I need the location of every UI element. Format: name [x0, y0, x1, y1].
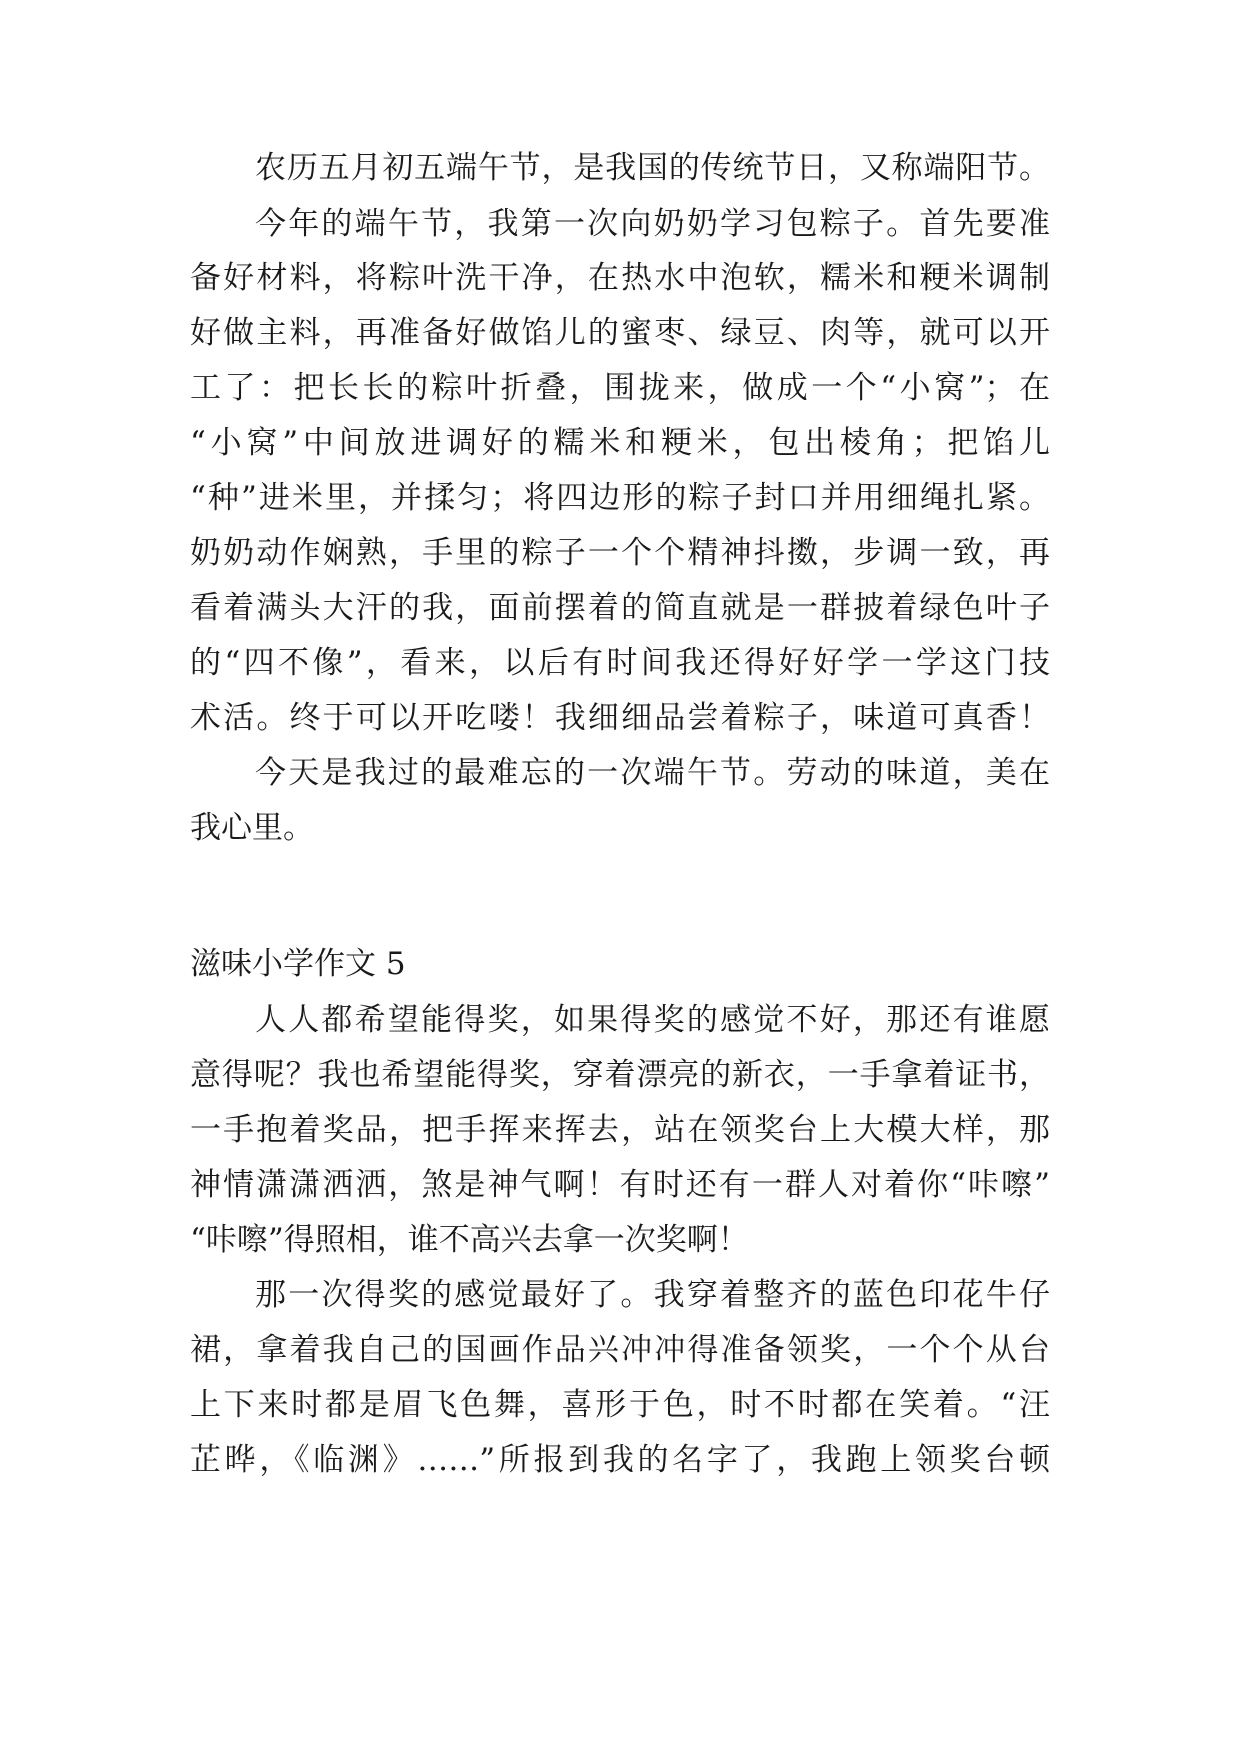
paragraph-line: 神情潇潇洒洒，煞是神气啊！有时还有一群人对着你“咔嚓” — [190, 1167, 1050, 1203]
paragraph-line: 人人都希望能得奖，如果得奖的感觉不好，那还有谁愿 — [255, 1002, 1050, 1038]
paragraph-line: 今年的端午节，我第一次向奶奶学习包粽子。首先要准 — [255, 206, 1050, 242]
paragraph-line: 我心里。 — [190, 810, 314, 846]
section-title: 滋味小学作文 5 — [190, 946, 406, 982]
paragraph-line: 芷晔，《临渊》……”所报到我的名字了，我跑上领奖台顿 — [190, 1442, 1050, 1478]
paragraph-line: 一手抱着奖品，把手挥来挥去，站在领奖台上大模大样，那 — [190, 1112, 1050, 1148]
paragraph-line: 意得呢？我也希望能得奖，穿着漂亮的新衣，一手拿着证书， — [190, 1057, 1050, 1093]
paragraph-line: 那一次得奖的感觉最好了。我穿着整齐的蓝色印花牛仔 — [255, 1277, 1050, 1313]
paragraph-line: 奶奶动作娴熟，手里的粽子一个个精神抖擞，步调一致，再 — [190, 535, 1050, 571]
paragraph-line: 术活。终于可以开吃喽！我细细品尝着粽子，味道可真香！ — [190, 700, 1050, 736]
paragraph-line: 备好材料，将粽叶洗干净，在热水中泡软，糯米和粳米调制 — [190, 260, 1050, 296]
paragraph-line: 裙，拿着我自己的国画作品兴冲冲得准备领奖，一个个从台 — [190, 1332, 1050, 1368]
paragraph-line: 好做主料，再准备好做馅儿的蜜枣、绿豆、肉等，就可以开 — [190, 315, 1050, 351]
paragraph-line: “小窝”中间放进调好的糯米和粳米，包出棱角；把馅儿 — [190, 425, 1050, 461]
paragraph-line: 农历五月初五端午节，是我国的传统节日，又称端阳节。 — [255, 150, 1050, 186]
paragraph-line: 上下来时都是眉飞色舞，喜形于色，时不时都在笑着。“汪 — [190, 1387, 1050, 1423]
paragraph-line: 看着满头大汗的我，面前摆着的简直就是一群披着绿色叶子 — [190, 590, 1050, 626]
paragraph-line: “种”进米里，并揉匀；将四边形的粽子封口并用细绳扎紧。 — [190, 480, 1050, 516]
paragraph-line: 工了：把长长的粽叶折叠，围拢来，做成一个“小窝”；在 — [190, 370, 1050, 406]
paragraph-line: 的“四不像”，看来，以后有时间我还得好好学一学这门技 — [190, 645, 1050, 681]
paragraph-line: 今天是我过的最难忘的一次端午节。劳动的味道，美在 — [255, 755, 1050, 791]
paragraph-line: “咔嚓”得照相，谁不高兴去拿一次奖啊！ — [190, 1222, 749, 1258]
